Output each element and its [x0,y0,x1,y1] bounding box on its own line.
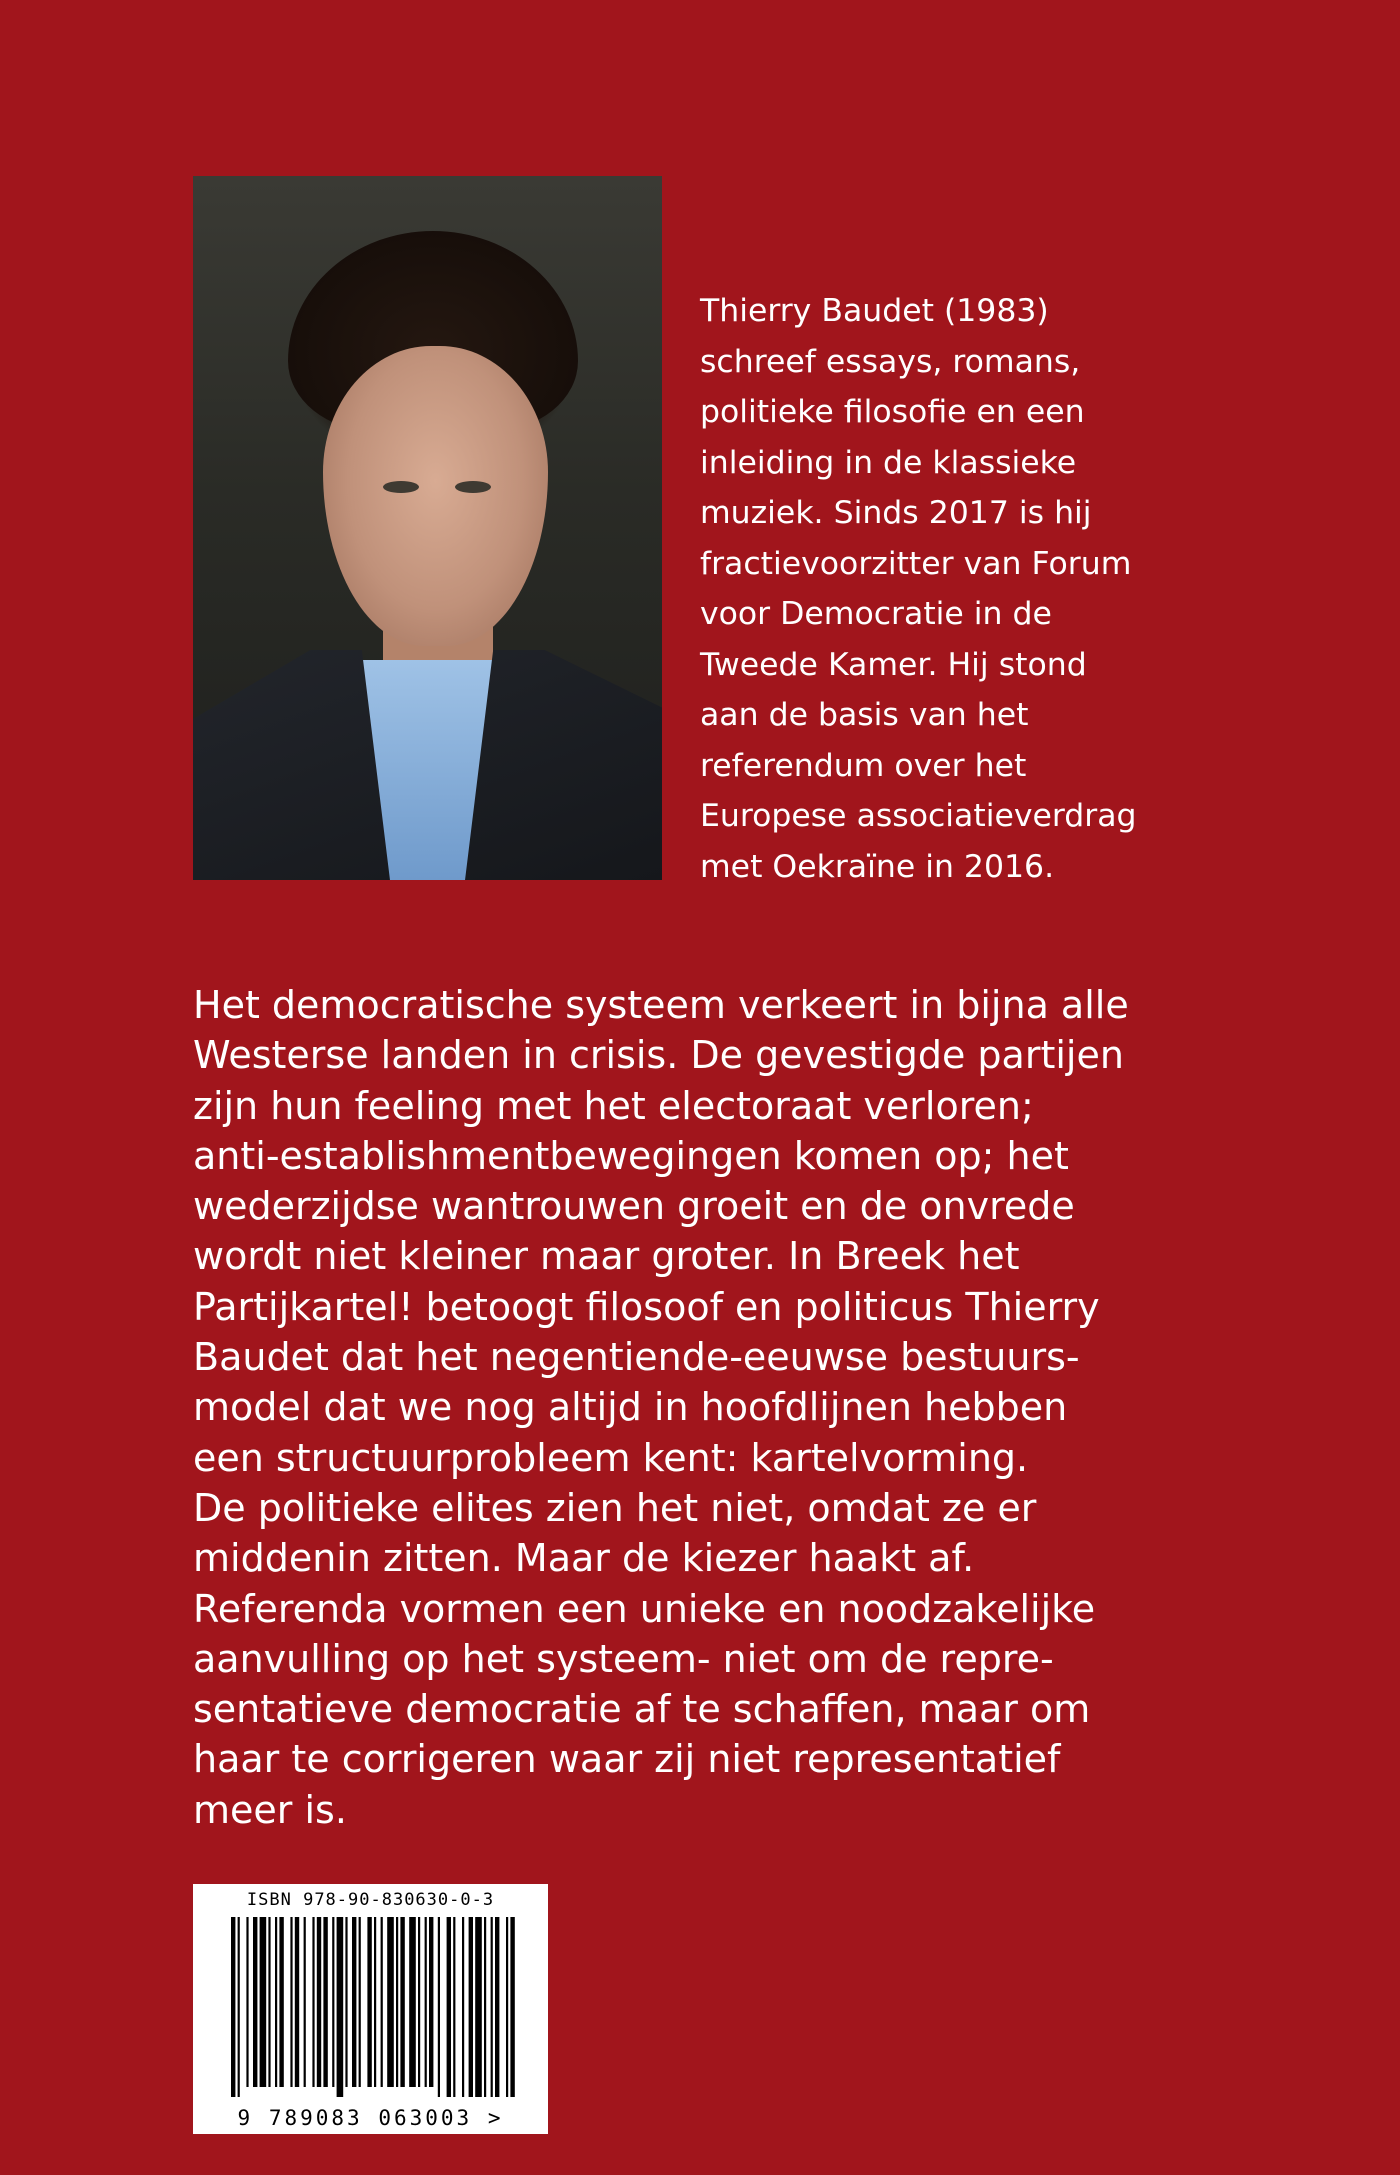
author-face [323,346,548,646]
right-eye [455,481,491,493]
isbn-label: ISBN 978-90-830630-0-3 [246,1890,495,1910]
barcode-bar [429,1917,433,2087]
bio-line: politieke filosofie en een [700,394,1085,430]
barcode-bar [268,1917,270,2087]
blurb-line: Baudet dat het negentiende-eeuwse bestuurs- [193,1335,1080,1380]
bio-line: voor Democratie in de [700,596,1052,632]
barcode-bar [275,1917,277,2087]
barcode-bar [475,1917,482,2097]
blurb-line: wederzijdse wantrouwen groeit en de onvrede [193,1184,1075,1229]
blurb-line: model dat we nog altijd in hoofdlijnen hebben [193,1385,1068,1430]
barcode-bar [253,1917,257,2087]
barcode-bar [295,1917,299,2087]
barcode-bar [367,1917,371,2087]
barcode-bar [381,1917,383,2087]
barcode-bar [279,1917,283,2087]
barcode-bar [304,1917,306,2087]
left-eye [383,481,419,493]
blurb-line: haar te corrigeren waar zij niet representatief [193,1737,1061,1782]
bio-line: Europese associatieverdrag [700,798,1137,834]
barcode-bar [374,1917,376,2087]
blurb-line: Het democratische systeem verkeert in bijna alle [193,983,1129,1027]
barcode-bar [510,1917,514,2097]
bio-line: muziek. Sinds 2017 is hij [700,495,1092,531]
author-photo [193,176,662,880]
book-blurb [193,980,1223,1835]
barcode-bar [396,1917,398,2087]
barcode-bar [438,1917,440,2097]
barcode-bar [506,1917,508,2097]
barcode-bar [352,1917,356,2087]
barcode-bar [453,1917,455,2097]
barcode-bar [312,1917,314,2087]
barcode-bar [400,1917,404,2087]
barcode-bar [290,1917,292,2087]
barcode-bars [231,1917,515,2097]
barcode-bar [337,1917,344,2097]
barcode-bar [425,1917,427,2087]
bio-line: Thierry Baudet (1983) [700,293,1049,329]
barcode-bar [317,1917,321,2087]
barcode-bar [387,1917,394,2087]
bio-line: Tweede Kamer. Hij stond [700,646,1087,683]
blurb-line: Partijkartel! betoogt filosoof en politicus Thierry [193,1284,1100,1329]
bio-line: met Oekraïne in 2016. [700,848,1055,885]
barcode-bar [345,1917,347,2087]
barcode-bar [484,1917,486,2097]
barcode-bar [323,1917,327,2087]
barcode-bar [246,1917,248,2087]
bio-line: referendum over het [700,747,1027,784]
blurb-line: sentatieve democratie af te schaffen, maar om [193,1687,1091,1732]
barcode-bar [418,1917,420,2087]
blurb-line: De politieke elites zien het niet, omdat ze er [193,1485,1037,1530]
blurb-line: Referenda vormen een unieke en noodzakelijke [193,1586,1096,1631]
blurb-line: Westerse landen in crisis. De gevestigde partijen [193,1033,1124,1078]
barcode-bar [447,1917,451,2097]
barcode-bar [462,1917,464,2097]
barcode-bar [260,1917,267,2087]
blurb-line: anti-establishmentbewegingen komen op; het [193,1133,1069,1178]
blurb-line: meer is. [193,1787,347,1832]
bio-line: fractievoorzitter van Forum [700,545,1132,582]
bio-line: inleiding in de klassieke [700,444,1077,481]
barcode-bar [495,1917,499,2097]
barcode-bar [238,1917,240,2097]
bio-line: schreef essays, romans, [700,343,1081,380]
bio-line: aan de basis van het [700,697,1029,733]
barcode-bar [332,1917,334,2087]
author-bio [700,286,1220,892]
barcode-bar [231,1917,235,2097]
blurb-line: zijn hun feeling met het electoraat verloren; [193,1083,1034,1128]
barcode-bar [491,1917,493,2097]
blurb-line: wordt niet kleiner maar groter. In Breek het [193,1234,1020,1279]
barcode-bar [359,1917,361,2087]
barcode-bar [409,1917,416,2087]
blurb-line: aanvulling op het systeem- niet om de repre- [193,1636,1054,1681]
isbn-barcode [193,1884,548,2134]
barcode-bar [469,1917,473,2097]
barcode-digits: 9 789083 063003 > [237,2106,504,2130]
blurb-line: middenin zitten. Maar de kiezer haakt af. [193,1536,975,1581]
blurb-line: een structuurprobleem kent: kartelvorming. [193,1435,1029,1480]
